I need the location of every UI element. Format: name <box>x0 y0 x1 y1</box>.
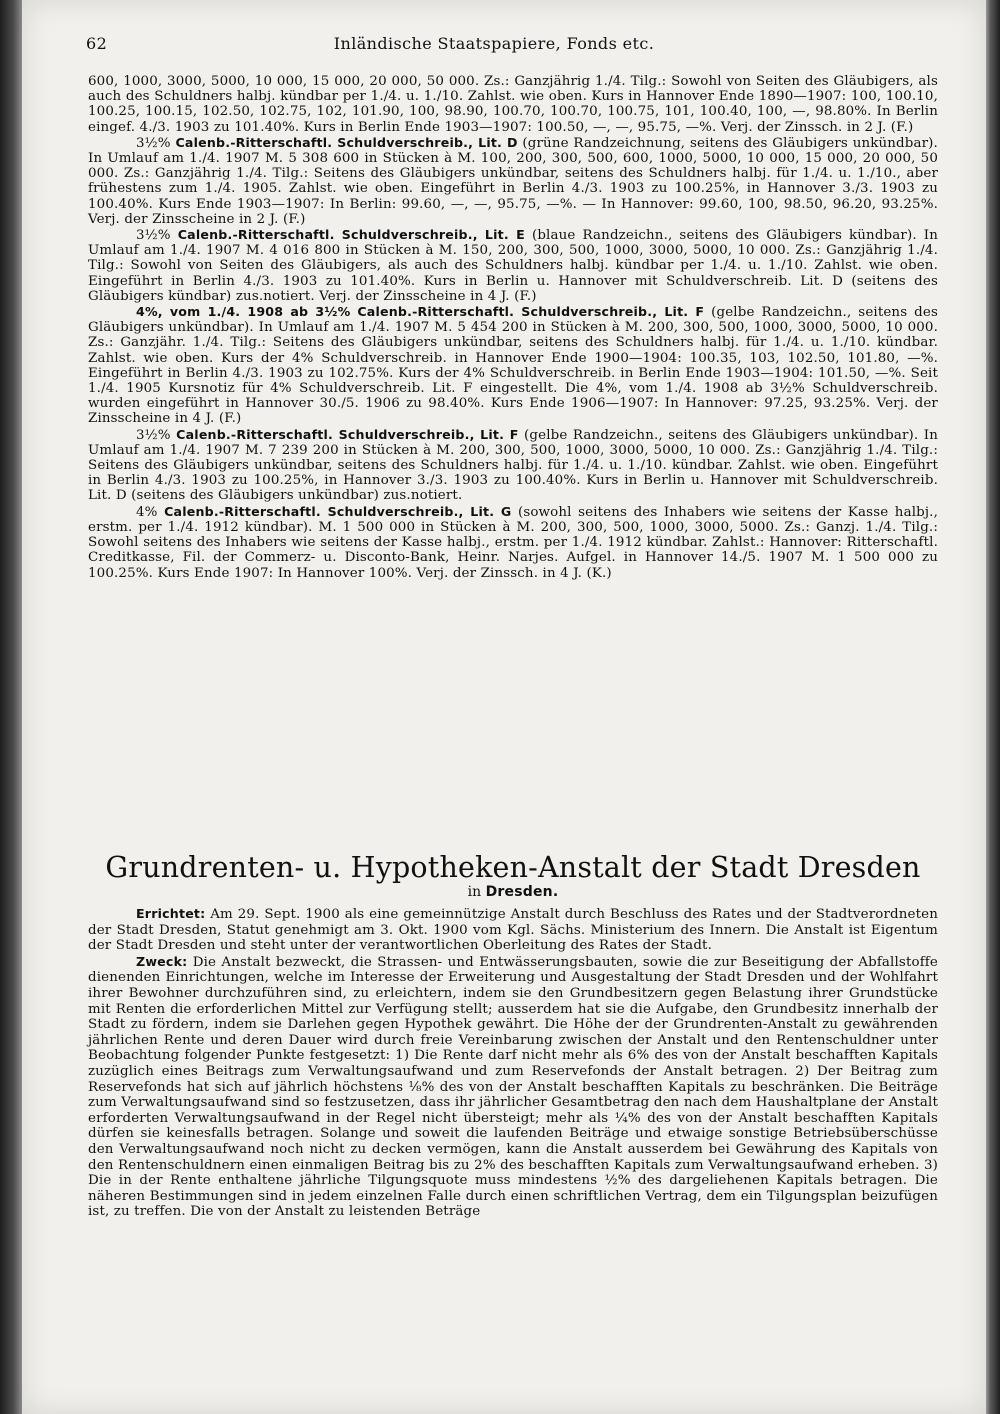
page-header <box>86 34 902 58</box>
bond-title: Calenb.-Ritterschaftl. Schuldverschreib., Lit. D <box>175 134 518 150</box>
bond-rate: 3½% <box>136 135 171 151</box>
bond-entry <box>88 74 938 135</box>
paragraph-text: Die Anstalt bezweckt, die Strassen- und Entwässerungsbauten, sowie die zur Beseitigung der Abfallstoffe dienenden Einrichtungen, welche im Interesse der Erweiterung und Ausgestaltung der Stadt Dresden und der Wohlfahrt ihrer Bewohner durchzuführen sind, zu erleichtern, indem sie den Grundbesitzern gegen Belastung ihrer Grundstücke mit Renten die erforderlichen Mittel zur Verfügung stellt; ausserdem hat sie die Aufgabe, den Grundbesitz innerhalb der Stadt zu fördern, indem sie Darlehen gegen Hypothek gewährt. Die Höhe der der Grundrenten-Anstalt zu gewährenden jährlichen Rente und deren Dauer wird durch freie Vereinbarung zwischen der Anstalt und den Rentenschuldner unter Beobachtung folgender Punkte festgesetzt: 1) Die Rente darf nicht mehr als 6% des von der Anstalt beschafften Kapitals zuzüglich eines Beitrags zum Verwaltungsaufwand und zum Reservefonds der Anstalt betragen. 2) Der Beitrag zum Reservefonds hat sich auf jährlich höchstens ⅛% des von der Anstalt beschafften Kapitals zu beschränken. Die Beiträge zum Verwaltungsaufwand sind so festzusetzen, dass ihr jährlicher Gesamtbetrag den nach dem Haushaltplane der Anstalt erforderten Verwaltungsaufwand in der Regel nicht übersteigt; mehr als ¼% des von der Anstalt beschafften Kapitals dürfen sie keinesfalls betragen. Solange und soweit die laufenden Beiträge und etwaige sonstige Betriebsüberschüsse den Verwaltungsaufwand noch nicht zu decken vermögen, kann die Anstalt ausserdem bei Gewährung des Kapitals von den Rentenschuldnern einen einmaligen Beitrag bis zu 2% des beschafften Kapitals zum Verwaltungsaufwand erheben. 3) Die in der Rente enthaltene jährliche Tilgungsquote muss mindestens ½% des dargeliehenen Kapitals betragen. Die näheren Bestimmungen sind in jedem einzelnen Falle durch einen schriftlichen Vertrag, dem ein Tilgungsplan beizufügen ist, zu treffen. Die von der Anstalt zu leistenden Beträge <box>88 954 938 1220</box>
scan-right-edge <box>986 0 1000 1414</box>
bond-rate: 3½% <box>136 427 171 443</box>
subheading-city: Dresden. <box>485 884 559 900</box>
paragraph-label: Zweck: <box>136 953 188 969</box>
bond-title: Calenb.-Ritterschaftl. Schuldverschreib., Lit. G <box>164 503 512 519</box>
bond-entry-text: (grüne Randzeichnung, seitens des Gläubigers unkündbar). In Umlauf am 1./4. 1907 M. 5 308 600 in Stücken à M. 100, 200, 300, 500, 600, 1000, 5000, 10 000, 15 000, 20 000, 50 000. Zs.: Ganzjährig 1./4. Tilg.: Seitens des Gläubigers unkündbar, seitens des Schuldners halbj. für 1./4. u. 1./10., aber frühestens zum 1./4. 1905. Zahlst. wie oben. Eingeführt in Berlin 4./3. 1903 zu 100.25%, in Hannover 3./3. 1903 zu 100.40%. Kurs Ende 1903—1907: In Berlin: 99.60, —, —, 95.75, —%. — In Hannover: 99.60, 100, 98.50, 96.20, 93.25%. Verj. der Zinsscheine in 2 J. (F.) <box>88 135 938 227</box>
bond-title: Calenb.-Ritterschaftl. Schuldverschreib., Lit. F <box>357 304 705 320</box>
description-paragraph <box>88 906 938 954</box>
bond-entry <box>88 135 938 227</box>
bond-listing <box>88 74 938 581</box>
section-heading: Grundrenten- u. Hypotheken-Anstalt der Stadt Dresden <box>105 851 921 884</box>
bond-rate: 4% <box>136 504 158 520</box>
description-paragraph <box>88 954 938 1220</box>
bond-rate: 3½% <box>136 228 171 244</box>
subheading-prefix: in <box>467 884 482 900</box>
document-page <box>22 0 986 1414</box>
bond-title: Calenb.-Ritterschaftl. Schuldverschreib., Lit. E <box>177 227 525 243</box>
section-subheading <box>88 883 938 901</box>
running-title: Inländische Staatspapiere, Fonds etc. <box>333 34 655 53</box>
bond-entry-text: (gelbe Randzeichn., seitens des Gläubigers unkündbar). In Umlauf am 1./4. 1907 M. 5 454 200 in Stücken à M. 200, 300, 500, 1000, 3000, 5000, 10 000. Zs.: Ganzjähr. 1./4. Tilg.: Seitens des Gläubigers unkündbar, seitens des Schuldners halbj. für 1./4. u. 1./10. kündbar. Zahlst. wie oben. Kurs der 4% Schuldverschreib. in Hannover Ende 1900—1904: 100.35, 103, 102.50, 101.80, —%. Eingeführt in Berlin 4./3. 1903 zu 102.75%. Kurs der 4% Schuldverschreib. in Berlin Ende 1903—1904: 101.50, —%. Seit 1./4. 1905 Kursnotiz für 4% Schuldverschreib. Lit. F eingestellt. Die 4%, vom 1./4. 1908 ab 3½% Schuldverschreib. wurden eingeführt in Hannover 30./5. 1906 zu 98.40%. Kurs Ende 1906—1907: In Hannover: 97.25, 93.25%. Verj. der Zinsscheine in 4 J. (F.) <box>88 305 938 427</box>
paragraph-label: Errichtet: <box>136 906 206 921</box>
bond-entry <box>88 227 938 304</box>
bond-rate: 4%, vom 1./4. 1908 ab 3½% <box>136 304 351 320</box>
bond-entry-text: (gelbe Randzeichn., seitens des Gläubigers unkündbar). In Umlauf am 1./4. 1907 M. 7 239 200 in Stücken à M. 200, 300, 500, 1000, 3000, 5000, 10 000. Zs.: Ganzjährig 1./4. Tilg.: Seitens des Gläubigers unkündbar, seitens des Schuldners halbj. für 1./4. u. 1./10. kündbar. Zahlst. wie oben. Eingeführt in Berlin 4./3. 1903 zu 100.25%, in Hannover 3./3. 1903 zu 100.40%. Kurs in Berlin u. Hannover mit Schuldverschreib. Lit. D (seitens des Gläubigers unkündbar) zus.notiert. <box>88 427 938 504</box>
bond-entry <box>88 304 938 427</box>
bond-entry <box>88 427 938 504</box>
paragraph-text: Am 29. Sept. 1900 als eine gemeinnützige Anstalt durch Beschluss des Rates und der Stadtverordneten der Stadt Dresden, Statut genehmigt am 3. Okt. 1900 vom Kgl. Sächs. Ministerium des Innern. Die Anstalt ist Eigentum der Stadt Dresden und steht unter der verantwortlichen Oberleitung des Rates der Stadt. <box>88 907 938 954</box>
scan-left-edge <box>0 0 22 1414</box>
bond-title: Calenb.-Ritterschaftl. Schuldverschreib., Lit. F <box>176 426 519 442</box>
bond-entry-text: 600, 1000, 3000, 5000, 10 000, 15 000, 20 000, 50 000. Zs.: Ganzjährig 1./4. Tilg.: Sowohl von Seiten des Gläubigers, als auch des Schuldners halbj. kündbar per 1./4. u. 1./10. Zahlst. wie oben. Kurs in Hannover Ende 1890—1907: 100, 100.10, 100.25, 100.15, 102.50, 102.75, 102, 101.90, 100, 98.90, 100.70, 100.70, 100.75, 101, 100.40, 100, —, 98.80%. In Berlin eingef. 4./3. 1903 zu 101.40%. Kurs in Berlin Ende 1903—1907: 100.50, —, —, 95.75, —%. Verj. der Zinssch. in 2 J. (F.) <box>88 74 938 135</box>
page-number: 62 <box>86 34 108 53</box>
bond-entry <box>88 504 938 581</box>
bond-entry-text: (blaue Randzeichn., seitens des Gläubigers kündbar). In Umlauf am 1./4. 1907 M. 4 016 800 in Stücken à M. 150, 200, 300, 500, 1000, 3000, 5000, 10 000. Zs.: Ganzjährig 1./4. Tilg.: Sowohl von Seiten des Gläubigers, als auch des Schuldners halbj. kündbar per 1./4. u. 1./10. Zahlst. wie oben. Eingeführt in Berlin 4./3. 1903 zu 101.40%. Kurs in Berlin u. Hannover mit Schuldverschreib. Lit. D (seitens des Gläubigers kündbar) zus.notiert. Verj. der Zinsscheine in 4 J. (F.) <box>88 228 938 304</box>
institution-description <box>88 906 938 1220</box>
bond-entry-text: (sowohl seitens des Inhabers wie seitens der Kasse halbj., erstm. per 1./4. 1912 kündbar). M. 1 500 000 in Stücken à M. 200, 300, 500, 1000, 3000, 5000. Zs.: Ganzj. 1./4. Tilg.: Sowohl seitens des Inhabers wie seitens der Kasse halbj., erstm. per 1./4. 1912 kündbar. Zahlst.: Hannover: Ritterschaftl. Creditkasse, Fil. der Commerz- u. Disconto-Bank, Heinr. Narjes. Aufgel. in Hannover 14./5. 1907 M. 1 500 000 zu 100.25%. Kurs Ende 1907: In Hannover 100%. Verj. der Zinssch. in 4 J. (K.) <box>88 504 938 581</box>
